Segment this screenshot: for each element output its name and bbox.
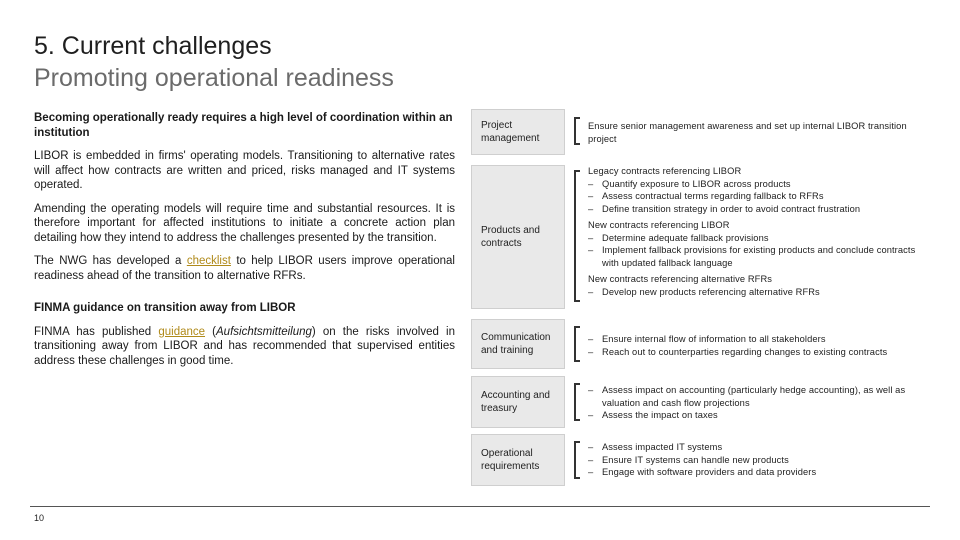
list-item: – Determine adequate fallback provisions [588, 232, 928, 245]
area-box-communication-training [471, 319, 565, 369]
list-item: – Implement fallback provisions for existing products and conclude contracts with updated fallback language [588, 244, 928, 269]
finma-text-after: ) on the risks involved in transitioning away from LIBOR and has recommended that supervised entities address these challenges in good time. [34, 325, 455, 367]
list-item: – Develop new products referencing alternative RFRs [588, 286, 928, 299]
area-box-operational-requirements [471, 434, 565, 486]
page-title: 5. Current challenges [34, 32, 272, 60]
detail-project [588, 120, 928, 145]
area-box-products-contracts [471, 165, 565, 309]
area-label-operational: Operational requirements [481, 448, 540, 472]
page-subtitle: Promoting operational readiness [34, 64, 394, 92]
bracket-accounting [574, 383, 580, 421]
detail-communication [588, 333, 928, 362]
list-item: – Ensure IT systems can handle new products [588, 454, 928, 467]
area-box-project-management [471, 109, 565, 155]
bracket-operational [574, 441, 580, 479]
area-box-accounting-treasury [471, 376, 565, 428]
left-column [34, 111, 455, 377]
finma-heading: FINMA guidance on transition away from LIBOR [34, 302, 296, 314]
paragraph-embedded: LIBOR is embedded in firms' operating models. Transitioning to alternative rates will affect how contracts are written and priced, risks managed and IT systems operated. [34, 150, 455, 191]
alt-rfr-heading: New contracts referencing alternative RFRs [588, 274, 773, 284]
nwg-text-before: The NWG has developed a [34, 255, 187, 267]
page-number: 10 [34, 513, 45, 523]
detail-operational [588, 441, 928, 483]
bracket-project [574, 117, 580, 145]
list-item: – Quantify exposure to LIBOR across products [588, 178, 928, 191]
nwg-text-after: to help LIBOR users improve operational readiness ahead of the transition to alternative RFRs. [34, 255, 455, 282]
finma-text-before: FINMA has published [34, 325, 159, 338]
checklist-link[interactable]: checklist [186, 255, 231, 267]
list-item: – Assess the impact on taxes [588, 409, 928, 422]
list-item: – Ensure internal flow of information to all stakeholders [588, 333, 928, 346]
paragraph-amending: Amending the operating models will require time and substantial resources. It is therefore important for affected institutions to initiate a concrete action plan detailing how they intend to address the challenges presented by the transition. [34, 202, 455, 244]
legacy-heading: Legacy contracts referencing LIBOR [588, 166, 742, 176]
bracket-products [574, 170, 580, 302]
accounting-list [588, 384, 928, 422]
list-item: – Engage with software providers and data providers [588, 466, 928, 479]
finma-german-term: Aufsichtsmitteilung [216, 325, 312, 338]
new-libor-heading: New contracts referencing LIBOR [588, 220, 730, 230]
list-item: – Assess impacted IT systems [588, 441, 928, 454]
area-label-accounting: Accounting and treasury [481, 390, 550, 414]
new-libor-list [588, 232, 928, 270]
bracket-communication [574, 326, 580, 362]
project-text: Ensure senior management awareness and set up internal LIBOR transition project [588, 121, 907, 144]
operational-list [588, 441, 928, 479]
finma-text-paren: ( [205, 325, 217, 338]
list-item: – Assess impact on accounting (particularly hedge accounting), as well as valuation and cash flow projections [588, 384, 928, 409]
area-label-products: Products and contracts [481, 225, 540, 249]
footer-divider [30, 506, 930, 507]
detail-products [588, 165, 928, 302]
alt-rfr-list [588, 286, 928, 299]
guidance-link[interactable]: guidance [158, 325, 206, 338]
area-label-project: Project management [481, 120, 540, 144]
list-item: – Assess contractual terms regarding fallback to RFRs [588, 190, 928, 203]
detail-accounting [588, 384, 928, 426]
list-item: – Reach out to counterparties regarding changes to existing contracts [588, 346, 928, 359]
area-label-communication: Communication and training [481, 332, 551, 356]
coordination-heading: Becoming operationally ready requires a high level of coordination within an institution [34, 112, 453, 139]
paragraph-nwg [34, 254, 455, 283]
paragraph-finma [34, 325, 455, 369]
list-item: – Define transition strategy in order to avoid contract frustration [588, 203, 928, 216]
communication-list [588, 333, 928, 358]
legacy-list [588, 178, 928, 216]
